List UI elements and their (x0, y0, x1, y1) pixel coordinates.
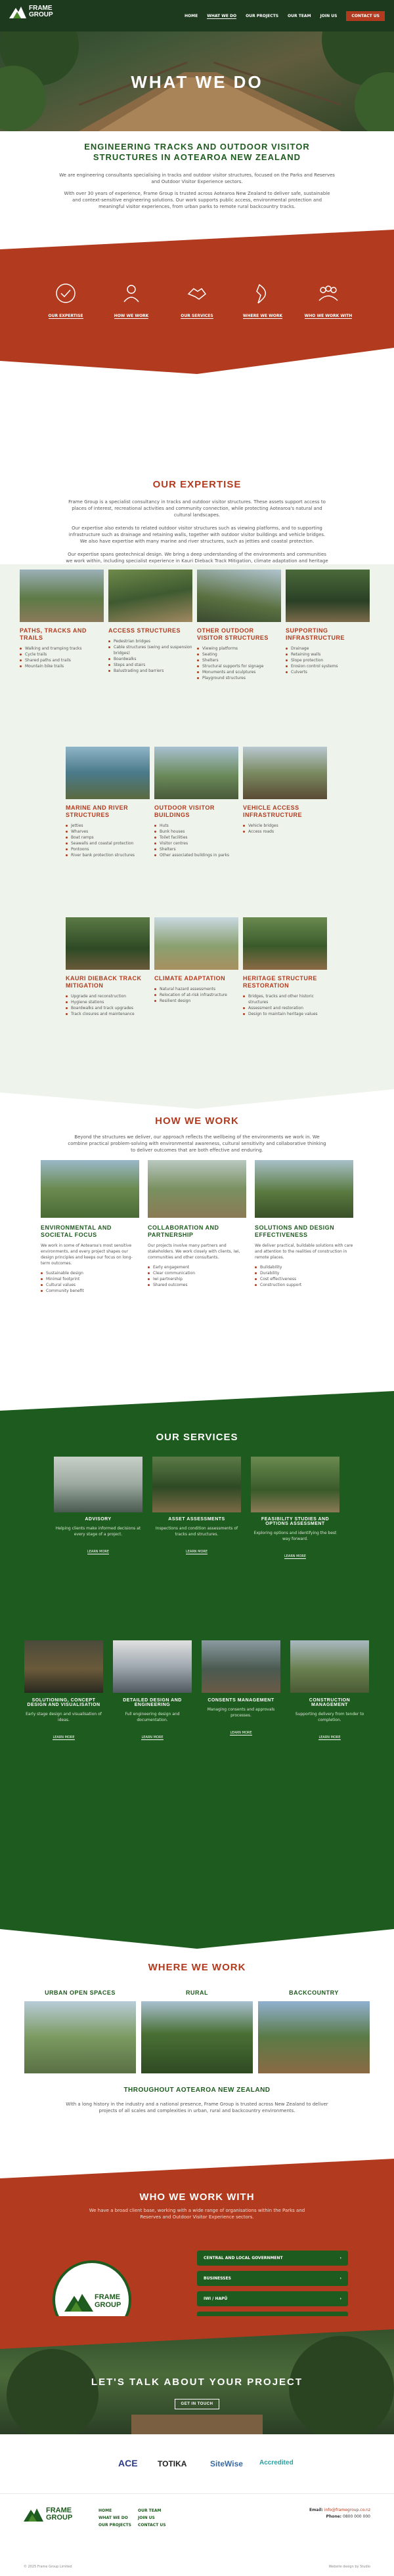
service-title: SOLUTIONING, CONCEPT DESIGN AND VISUALISATION (27, 1698, 100, 1707)
handshake-icon (186, 282, 208, 304)
badge-logo-text: FRAME GROUP (95, 2293, 121, 2309)
intro-section (0, 131, 394, 230)
chevron-right-icon: › (339, 2276, 341, 2281)
footer-link[interactable]: JOIN US (138, 2516, 155, 2520)
service-title: CONSENTS MANAGEMENT (208, 1698, 274, 1703)
card-item: Boat ramps (66, 835, 150, 841)
kauri-image (66, 917, 150, 970)
card-title-other: OTHER OUTDOOR VISITOR STRUCTURES (197, 627, 269, 641)
hero-title: WHAT WE DO (131, 72, 263, 92)
services-section (0, 1391, 394, 1949)
nav-home[interactable]: HOME (185, 14, 198, 18)
people-gear-icon (120, 282, 142, 304)
service-title: ADVISORY (85, 1517, 112, 1522)
card-title-vehicle: VEHICLE ACCESS INFRASTRUCTURE (243, 804, 302, 818)
learn-more-link[interactable]: LEARN MORE (318, 1735, 341, 1739)
service-text: Full engineering design and documentation. (125, 1712, 180, 1722)
how-card-title: ENVIRONMENTAL AND SOCIETAL FOCUS (41, 1224, 112, 1238)
quicklink-expertise[interactable] (39, 282, 92, 320)
partner-logo-sitewise: SiteWise (210, 2459, 243, 2468)
where-col-label: BACKCOUNTRY (289, 1989, 339, 1996)
expertise-p1: Frame Group is a specialist consultancy in tracks and outdoor visitor structures. These assets support access to places of interest, recreational activities and community connection, while protecting Aotearoa's natural and cultural landscapes. (68, 499, 326, 518)
feasibility-image (251, 1457, 339, 1512)
quicklink-label: WHO WE WORK WITH (304, 314, 353, 318)
card-item: Shelters (154, 846, 238, 852)
forest-image (0, 2316, 394, 2434)
card-item: Drainage (286, 646, 370, 652)
who-item-label: IWI / HAPŪ (204, 2296, 228, 2301)
cta-title: LET'S TALK ABOUT YOUR PROJECT (91, 2377, 303, 2388)
card-item: Erosion control systems (286, 663, 370, 669)
expertise-grid-row3 (0, 912, 394, 1083)
learn-more-link[interactable]: LEARN MORE (53, 1735, 75, 1739)
card-item: Visitor centres (154, 841, 238, 846)
card-item: Viewing platforms (197, 646, 281, 652)
card-item: Shared paths and trails (20, 657, 104, 663)
card-item: Playground structures (197, 675, 281, 681)
card-item: Cycle trails (20, 652, 104, 657)
card-item: Steps and stairs (108, 662, 192, 668)
map-icon (252, 282, 274, 304)
card-item: Hygiene stations (66, 999, 150, 1005)
expertise-grid-row1 (0, 564, 394, 741)
card-item: Structural supports for signage (197, 663, 281, 669)
how-we-work-intro: Beyond the structures we deliver, our approach reflects the wellbeing of the environments we work in. We combine practical problem-solving with environmental awareness, cultural sensitivity and collaborative thinking to deliver outcomes that are both effective and enduring. (68, 1134, 326, 1153)
contact-button[interactable]: CONTACT US (346, 11, 385, 21)
learn-more-link[interactable]: LEARN MORE (230, 1731, 252, 1735)
logo-mark-icon (64, 2292, 93, 2312)
who-item[interactable] (197, 2271, 348, 2286)
how-card-text: We work in some of Aotearoa's most sensitive environments, and every project shapes our design principles and keeps our focus on long-term outcomes. (41, 1243, 133, 1266)
backcountry-image (258, 2001, 370, 2073)
card-item: Track closures and maintenance (66, 1011, 150, 1017)
logo[interactable] (9, 5, 55, 18)
who-title: WHO WE WORK WITH (139, 2192, 255, 2203)
top-nav (0, 0, 394, 31)
footer-logo[interactable] (24, 2507, 75, 2522)
chevron-right-icon: › (339, 2256, 341, 2260)
who-item-label: CENTRAL AND LOCAL GOVERNMENT (204, 2256, 283, 2260)
construction-image (290, 1640, 369, 1693)
card-item: Seawalls and coastal protection (66, 841, 150, 846)
card-item: Access roads (243, 829, 327, 835)
how-card-item: Sustainable design (41, 1270, 139, 1276)
card-item: Shelters (197, 657, 281, 663)
expertise-title: OUR EXPERTISE (152, 479, 242, 490)
how-card-item: Durability (255, 1270, 353, 1276)
card-item: Seating (197, 652, 281, 657)
intro-p1: We are engineering consultants specialising in tracks and outdoor visitor structures, focused on the Parks and Reserves and Outdoor Visitor Experience sectors. (59, 173, 335, 184)
card-item: Vehicle bridges (243, 823, 327, 829)
footer-link[interactable]: HOME (98, 2508, 112, 2513)
expertise-icon (55, 282, 77, 304)
how-card-item: Shared outcomes (148, 1282, 246, 1288)
quicklinks-band (0, 223, 394, 394)
service-title: FEASIBILITY STUDIES AND OPTIONS ASSESSMENT (261, 1517, 330, 1526)
consents-image (202, 1640, 280, 1693)
card-item: Monuments and sculptures (197, 669, 281, 675)
nav-our-projects[interactable]: OUR PROJECTS (246, 14, 279, 18)
how-we-work-section (0, 1083, 394, 1404)
copyright: © 2025 Frame Group Limited (24, 2565, 72, 2569)
collaboration-image (148, 1160, 246, 1218)
service-text: Inspections and condition assessments of tracks and structures. (155, 1526, 238, 1537)
card-item: Assessment and restoration (243, 1005, 327, 1011)
footer-link[interactable]: OUR TEAM (138, 2508, 162, 2513)
get-in-touch-button[interactable]: GET IN TOUCH (175, 2399, 220, 2409)
where-we-work-title: WHERE WE WORK (148, 1962, 246, 1973)
solutioning-image (24, 1640, 103, 1693)
logo-text: FRAME GROUP (29, 5, 53, 18)
marine-image (66, 747, 150, 799)
how-card-item: Construction support (255, 1282, 353, 1288)
quicklink-label: OUR SERVICES (181, 314, 213, 318)
nav-join-us[interactable]: JOIN US (320, 14, 338, 18)
other-structures-image (197, 570, 281, 622)
card-item: Balustrading and barriers (108, 668, 192, 674)
intro-p2: With over 30 years of experience, Frame Group is trusted across Aotearoa New Zealand to deliver safe, sustainable and context-sensitive engineering solutions. Our work supports public access, environmental protection and meaningful visitor experiences, from urban parks to remote rural backcountry tracks. (64, 191, 330, 209)
service-text: Managing consents and approvals processes. (207, 1707, 275, 1718)
intro-heading: ENGINEERING TRACKS AND OUTDOOR VISITOR STRUCTURES IN AOTEAROA NEW ZEALAND (84, 142, 310, 162)
how-card-item: Buildability (255, 1264, 353, 1270)
quicklink-how-we-work[interactable] (105, 282, 158, 320)
footer-link[interactable]: OUR PROJECTS (98, 2523, 131, 2527)
card-title-kauri: KAURI DIEBACK TRACK MITIGATION (66, 975, 142, 989)
where-text: With a long history in the industry and a national presence, Frame Group is trusted across New Zealand to deliver projects of all scales and complexities in urban, rural and backcountry environments. (66, 2102, 328, 2113)
how-card-item: Clear communication (148, 1270, 246, 1276)
footer-logo-text: FRAME GROUP (46, 2506, 73, 2522)
learn-more-link[interactable]: LEARN MORE (141, 1735, 164, 1739)
quicklink-label: WHERE WE WORK (242, 314, 283, 318)
learn-more-link[interactable]: LEARN MORE (185, 1550, 208, 1554)
how-card-item: Cost effectiveness (255, 1276, 353, 1282)
vehicle-image (243, 747, 327, 799)
credit: Website design by Studio (328, 2565, 370, 2569)
who-item-label: BUSINESSES (204, 2276, 231, 2281)
card-item: Cable structures (swing and suspension bridges) (108, 644, 192, 656)
how-card-text: We deliver practical, buildable solutions with care and attention to the realities of construction in remote places. (255, 1243, 353, 1260)
footer-link[interactable]: CONTACT US (138, 2523, 166, 2527)
card-item: Natural hazard assessments (154, 986, 238, 992)
chevron-right-icon: › (339, 2296, 341, 2301)
how-card-item: Minimal footprint (41, 1276, 139, 1282)
partner-logo-totika: TOTIKA (158, 2459, 187, 2468)
group-icon (317, 282, 339, 304)
rural-image (141, 2001, 253, 2073)
expertise-grid-row2 (0, 741, 394, 912)
card-item: River bank protection structures (66, 852, 150, 858)
card-item: Other associated buildings in parks (154, 852, 238, 858)
card-item: Retaining walls (286, 652, 370, 657)
climate-image (154, 917, 238, 970)
buildings-image (154, 747, 238, 799)
how-card-text: Our projects involve many partners and stakeholders. We work closely with clients, iwi, communities and other consultants. (148, 1243, 240, 1260)
where-subtitle: THROUGHOUT AOTEAROA NEW ZEALAND (123, 2087, 271, 2094)
expertise-p3: Our expertise spans geotechnical design. We bring a deep understanding of the environments and communities we work within, including specialist experience in Kauri Dieback Track Mitigation, climate adaptation and heritage (66, 552, 328, 564)
nav-our-team[interactable]: OUR TEAM (288, 14, 311, 18)
access-image (108, 570, 192, 622)
email-link[interactable]: info@framegroup.co.nz (324, 2508, 370, 2512)
card-title-access: ACCESS STRUCTURES (108, 627, 181, 634)
card-item: Design to maintain heritage values (243, 1011, 327, 1017)
how-card-title: COLLABORATION AND PARTNERSHIP (148, 1224, 219, 1238)
service-title: DETAILED DESIGN AND ENGINEERING (123, 1698, 182, 1707)
how-we-work-title: HOW WE WORK (155, 1115, 239, 1127)
how-card-title: SOLUTIONS AND DESIGN EFFECTIVENESS (255, 1224, 335, 1238)
partner-logo-ace: ACE (118, 2458, 138, 2468)
how-card-item: Community benefit (41, 1288, 139, 1294)
quicklink-label: OUR EXPERTISE (48, 314, 83, 318)
learn-more-link[interactable]: LEARN MORE (284, 1554, 307, 1558)
card-item: Culverts (286, 669, 370, 675)
service-text: Helping clients make informed decisions at every stage of a project. (55, 1526, 141, 1537)
how-card-item: Cultural values (41, 1282, 139, 1288)
service-text: Early stage design and visualisation of ideas. (26, 1712, 102, 1722)
who-text: We have a broad client base, working with a wide range of organisations within the Parks and Reserves and Outdoor Visitor Experience sectors. (89, 2208, 305, 2220)
card-title-supporting: SUPPORTING INFRASTRUCTURE (286, 627, 345, 641)
card-item: Mountain bike trails (20, 663, 104, 669)
solutions-image (255, 1160, 353, 1218)
card-item: Pontoons (66, 846, 150, 852)
expertise-p2: Our expertise also extends to related outdoor visitor structures such as viewing platforms, and to supporting infrastructure such as drainage and retaining walls, together with outdoor visitor buildings and vehicle bridges. We also have expertise with many marine and river structures, such as jetties and coastal protection. (68, 526, 326, 544)
card-item: Resilient design (154, 998, 238, 1004)
paths-image (20, 570, 104, 622)
card-item: Slope protection (286, 657, 370, 663)
card-item: Toilet facilities (154, 835, 238, 841)
environment-image (41, 1160, 139, 1218)
card-item: Bridges, tracks and other historic structures (243, 993, 327, 1005)
who-item[interactable] (197, 2251, 348, 2266)
card-item: Boardwalks (108, 656, 192, 662)
cta-section (0, 2316, 394, 2434)
card-title-buildings: OUTDOOR VISITOR BUILDINGS (154, 804, 215, 818)
card-item: Upgrade and reconstruction (66, 993, 150, 999)
card-item: Relocation of at-risk infrastructure (154, 992, 238, 998)
phone-link[interactable]: 0800 000 000 (343, 2514, 370, 2519)
services-title: OUR SERVICES (156, 1432, 238, 1443)
advisory-image (54, 1457, 142, 1512)
how-card-item: Early engagement (148, 1264, 246, 1270)
card-item: Bunk houses (154, 829, 238, 835)
quicklink-where-we-work[interactable] (236, 282, 289, 320)
card-item: Boardwalks and track upgrades (66, 1005, 150, 1011)
partners-strip (0, 2434, 394, 2493)
quicklink-label: HOW WE WORK (114, 314, 149, 318)
email-label: Email: (309, 2508, 323, 2512)
card-item: Wharves (66, 829, 150, 835)
logo-mark-icon (9, 5, 26, 18)
learn-more-link[interactable]: LEARN MORE (87, 1550, 110, 1554)
quicklink-services[interactable] (171, 282, 223, 320)
card-item: Huts (154, 823, 238, 829)
partner-logo-accredited: Accredited (259, 2459, 294, 2466)
footer-link[interactable]: WHAT WE DO (98, 2516, 128, 2520)
card-title-climate: CLIMATE ADAPTATION (154, 975, 226, 982)
service-text: Exploring options and identifying the best way forward. (253, 1531, 337, 1541)
card-item: Jetties (66, 823, 150, 829)
where-col-label: URBAN OPEN SPACES (45, 1989, 116, 1996)
card-item: Pedestrian bridges (108, 638, 192, 644)
service-title: CONSTRUCTION MANAGEMENT (309, 1698, 351, 1707)
card-title-paths: PATHS, TRACKS AND TRAILS (20, 627, 87, 641)
where-col-label: RURAL (186, 1989, 208, 1996)
phone-label: Phone: (326, 2514, 342, 2519)
who-item[interactable] (197, 2291, 348, 2306)
service-text: Supporting delivery from tender to completion. (295, 1712, 364, 1722)
detailed-design-image (113, 1640, 192, 1693)
how-card-item: Iwi partnership (148, 1276, 246, 1282)
card-title-heritage: HERITAGE STRUCTURE RESTORATION (243, 975, 317, 989)
footer (0, 2493, 394, 2576)
heritage-image (243, 917, 327, 970)
urban-image (24, 2001, 136, 2073)
card-item: Walking and tramping tracks (20, 646, 104, 652)
quicklink-who-we-work-with[interactable] (302, 282, 355, 320)
card-title-marine: MARINE AND RIVER STRUCTURES (66, 804, 129, 818)
asset-assessments-image (152, 1457, 241, 1512)
logo-mark-icon (24, 2507, 43, 2522)
nav-what-we-do[interactable]: WHAT WE DO (207, 13, 237, 18)
service-title: ASSET ASSESSMENTS (168, 1517, 225, 1522)
supporting-image (286, 570, 370, 622)
